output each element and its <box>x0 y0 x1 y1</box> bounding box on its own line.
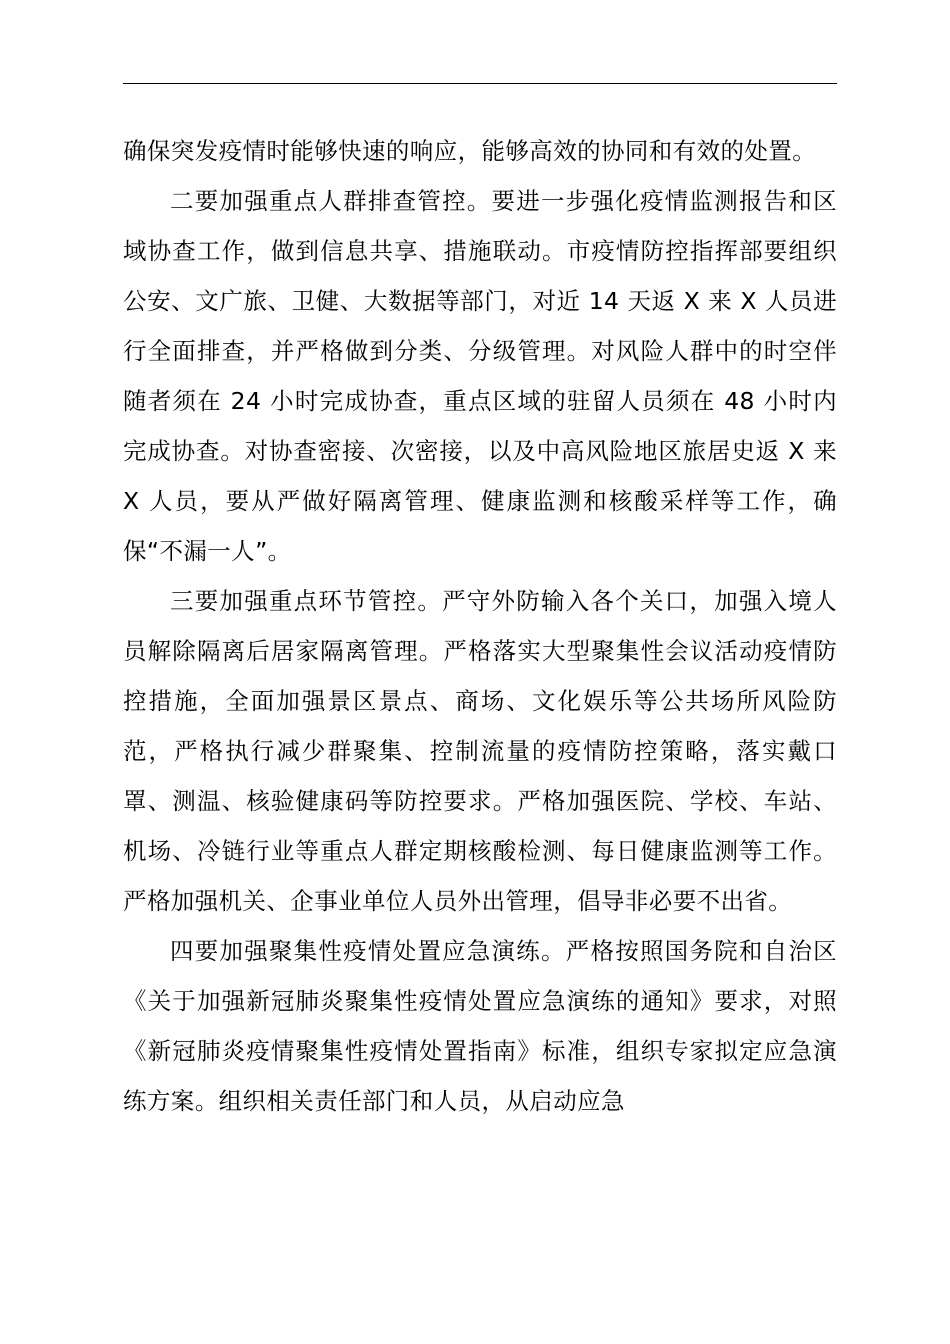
paragraph-continuation: 确保突发疫情时能够快速的响应，能够高效的协同和有效的处置。 <box>123 137 817 165</box>
paragraph-emergency-drill: 四要加强聚集性疫情处置应急演练。严格按照国务院和自治区《关于加强新冠肺炎聚集性疫情处置应急演练的通知》要求，对照《新冠肺炎疫情聚集性疫情处置指南》标准，组织专家拟定应急演练方案。组织相关责任部门和人员，从启动应急 <box>123 937 837 1115</box>
body-text <box>123 126 837 1126</box>
header-rule <box>123 83 837 84</box>
paragraph-key-population-screening: 二要加强重点人群排查管控。要进一步强化疫情监测报告和区域协查工作，做到信息共享、措施联动。市疫情防控指挥部要组织公安、文广旅、卫健、大数据等部门，对近 14 天返 X 来 X 人员进行全面排查，并严格做到分类、分级管理。对风险人群中的时空伴随者须在 24 小时完成协查，重点区域的驻留人员须在 48 小时内完成协查。对协查密接、次密接，以及中高风险地区旅居史返 X 来 X 人员，要从严做好隔离管理、健康监测和核酸采样等工作，确保“不漏一人”。 <box>123 187 837 565</box>
paragraph-key-links-control: 三要加强重点环节管控。严守外防输入各个关口，加强入境人员解除隔离后居家隔离管理。严格落实大型聚集性会议活动疫情防控措施，全面加强景区景点、商场、文化娱乐等公共场所风险防范，严格执行减少群聚集、控制流量的疫情防控策略，落实戴口罩、测温、核验健康码等防控要求。严格加强医院、学校、车站、机场、冷链行业等重点人群定期核酸检测、每日健康监测等工作。严格加强机关、企事业单位人员外出管理，倡导非必要不出省。 <box>123 587 837 915</box>
